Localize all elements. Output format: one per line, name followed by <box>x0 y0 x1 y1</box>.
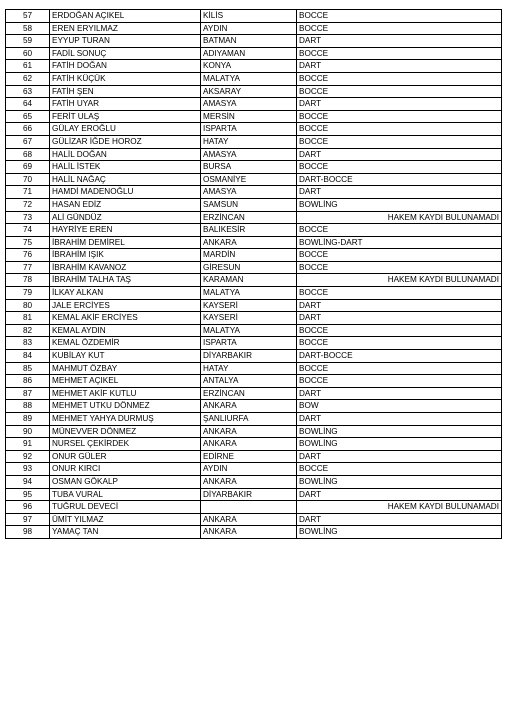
row-number-cell: 62 <box>6 72 50 85</box>
row-number-cell: 77 <box>6 261 50 274</box>
table-row <box>6 513 502 526</box>
city-cell: AMASYA <box>201 98 297 111</box>
branch-cell: BOCCE <box>297 463 502 476</box>
name-cell: MÜNEVVER DÖNMEZ <box>50 425 201 438</box>
city-cell: AMASYA <box>201 186 297 199</box>
row-number-cell: 93 <box>6 463 50 476</box>
note-cell: HAKEM KAYDI BULUNAMADI <box>297 501 502 514</box>
row-number-cell: 89 <box>6 413 50 426</box>
table-row <box>6 224 502 237</box>
name-cell: TUBA VURAL <box>50 488 201 501</box>
city-cell: DİYARBAKIR <box>201 488 297 501</box>
row-number-cell: 80 <box>6 299 50 312</box>
branch-cell: BOCCE <box>297 123 502 136</box>
city-cell: ERZİNCAN <box>201 211 297 224</box>
name-cell: KEMAL ÖZDEMİR <box>50 337 201 350</box>
row-number-cell: 70 <box>6 173 50 186</box>
branch-cell: BOWLİNG <box>297 438 502 451</box>
branch-cell: DART <box>297 148 502 161</box>
name-cell: FATİH UYAR <box>50 98 201 111</box>
city-cell: KARAMAN <box>201 274 297 287</box>
name-cell: GÜLAY EROĞLU <box>50 123 201 136</box>
row-number-cell: 60 <box>6 47 50 60</box>
table-row <box>6 198 502 211</box>
city-cell: MALATYA <box>201 324 297 337</box>
branch-cell: DART <box>297 488 502 501</box>
branch-cell: DART-BOCCE <box>297 173 502 186</box>
note-cell: HAKEM KAYDI BULUNAMADI <box>297 211 502 224</box>
table-row <box>6 299 502 312</box>
branch-cell: DART <box>297 387 502 400</box>
row-number-cell: 59 <box>6 35 50 48</box>
row-number-cell: 94 <box>6 475 50 488</box>
row-number-cell: 68 <box>6 148 50 161</box>
name-cell: FADİL SONUÇ <box>50 47 201 60</box>
branch-cell: BOWLİNG <box>297 198 502 211</box>
table-row <box>6 413 502 426</box>
table-row <box>6 425 502 438</box>
table-row <box>6 60 502 73</box>
name-cell: HASAN EDİZ <box>50 198 201 211</box>
table-row <box>6 375 502 388</box>
row-number-cell: 83 <box>6 337 50 350</box>
name-cell: HALİL NAĞAÇ <box>50 173 201 186</box>
city-cell: HATAY <box>201 362 297 375</box>
referee-table <box>5 9 502 539</box>
city-cell: AKSARAY <box>201 85 297 98</box>
city-cell: ŞANLIURFA <box>201 413 297 426</box>
city-cell: ANKARA <box>201 475 297 488</box>
branch-cell: DART <box>297 35 502 48</box>
branch-cell: BOCCE <box>297 224 502 237</box>
branch-cell: BOCCE <box>297 362 502 375</box>
name-cell: KEMAL AYDIN <box>50 324 201 337</box>
city-cell: ANKARA <box>201 526 297 539</box>
city-cell: BURSA <box>201 161 297 174</box>
name-cell: YAMAÇ TAN <box>50 526 201 539</box>
branch-cell: BOCCE <box>297 375 502 388</box>
branch-cell: BOCCE <box>297 22 502 35</box>
branch-cell: DART <box>297 60 502 73</box>
city-cell: AYDIN <box>201 22 297 35</box>
row-number-cell: 64 <box>6 98 50 111</box>
table-row <box>6 526 502 539</box>
city-cell: ANKARA <box>201 236 297 249</box>
city-cell: OSMANİYE <box>201 173 297 186</box>
name-cell: İLKAY ALKAN <box>50 287 201 300</box>
name-cell: HAYRİYE EREN <box>50 224 201 237</box>
city-cell: AMASYA <box>201 148 297 161</box>
city-cell: KAYSERİ <box>201 299 297 312</box>
row-number-cell: 90 <box>6 425 50 438</box>
table-row <box>6 287 502 300</box>
branch-cell: DART <box>297 299 502 312</box>
row-number-cell: 67 <box>6 135 50 148</box>
name-cell: MAHMUT ÖZBAY <box>50 362 201 375</box>
name-cell: İBRAHİM DEMİREL <box>50 236 201 249</box>
name-cell: FERİT ULAŞ <box>50 110 201 123</box>
branch-cell: BOCCE <box>297 161 502 174</box>
row-number-cell: 69 <box>6 161 50 174</box>
city-cell: DİYARBAKIR <box>201 350 297 363</box>
branch-cell: BOCCE <box>297 85 502 98</box>
table-row <box>6 211 502 224</box>
table-row <box>6 463 502 476</box>
city-cell: AYDIN <box>201 463 297 476</box>
name-cell: FATİH ŞEN <box>50 85 201 98</box>
table-row <box>6 400 502 413</box>
row-number-cell: 96 <box>6 501 50 514</box>
branch-cell: DART <box>297 413 502 426</box>
table-row <box>6 98 502 111</box>
row-number-cell: 95 <box>6 488 50 501</box>
table-row <box>6 350 502 363</box>
name-cell: MEHMET UTKU DÖNMEZ <box>50 400 201 413</box>
table-row <box>6 22 502 35</box>
table-row <box>6 312 502 325</box>
row-number-cell: 63 <box>6 85 50 98</box>
table-row <box>6 450 502 463</box>
branch-cell: BOCCE <box>297 110 502 123</box>
row-number-cell: 86 <box>6 375 50 388</box>
branch-cell: BOWLİNG <box>297 425 502 438</box>
row-number-cell: 85 <box>6 362 50 375</box>
row-number-cell: 57 <box>6 10 50 23</box>
row-number-cell: 81 <box>6 312 50 325</box>
city-cell: ANKARA <box>201 513 297 526</box>
city-cell: ANKARA <box>201 438 297 451</box>
row-number-cell: 79 <box>6 287 50 300</box>
branch-cell: BOWLİNG <box>297 475 502 488</box>
city-cell: MERSİN <box>201 110 297 123</box>
name-cell: ERDOĞAN AÇIKEL <box>50 10 201 23</box>
branch-cell: BOCCE <box>297 10 502 23</box>
row-number-cell: 78 <box>6 274 50 287</box>
row-number-cell: 88 <box>6 400 50 413</box>
city-cell: MARDİN <box>201 249 297 262</box>
table-row <box>6 324 502 337</box>
table-row <box>6 438 502 451</box>
row-number-cell: 74 <box>6 224 50 237</box>
row-number-cell: 76 <box>6 249 50 262</box>
table-row <box>6 35 502 48</box>
name-cell: MEHMET YAHYA DURMUŞ <box>50 413 201 426</box>
city-cell: HATAY <box>201 135 297 148</box>
name-cell: İBRAHİM KAVANOZ <box>50 261 201 274</box>
city-cell: SAMSUN <box>201 198 297 211</box>
name-cell: HAMDİ MADENOĞLU <box>50 186 201 199</box>
city-cell: BATMAN <box>201 35 297 48</box>
branch-cell: DART <box>297 450 502 463</box>
row-number-cell: 87 <box>6 387 50 400</box>
city-cell: ERZİNCAN <box>201 387 297 400</box>
table-row <box>6 161 502 174</box>
name-cell: GÜLİZAR İĞDE HOROZ <box>50 135 201 148</box>
row-number-cell: 66 <box>6 123 50 136</box>
row-number-cell: 61 <box>6 60 50 73</box>
name-cell: ONUR GÜLER <box>50 450 201 463</box>
branch-cell: DART <box>297 98 502 111</box>
city-cell: EDİRNE <box>201 450 297 463</box>
table-row <box>6 173 502 186</box>
row-number-cell: 58 <box>6 22 50 35</box>
city-cell: ISPARTA <box>201 337 297 350</box>
table-row <box>6 501 502 514</box>
city-cell: ANTALYA <box>201 375 297 388</box>
table-row <box>6 488 502 501</box>
branch-cell: BOCCE <box>297 287 502 300</box>
table-row <box>6 72 502 85</box>
table-row <box>6 123 502 136</box>
branch-cell: DART <box>297 312 502 325</box>
row-number-cell: 84 <box>6 350 50 363</box>
referee-list-sheet <box>5 9 502 539</box>
name-cell: FATİH DOĞAN <box>50 60 201 73</box>
table-row <box>6 135 502 148</box>
city-cell: ANKARA <box>201 400 297 413</box>
row-number-cell: 75 <box>6 236 50 249</box>
name-cell: ONUR KIRCI <box>50 463 201 476</box>
table-row <box>6 387 502 400</box>
city-cell: GİRESUN <box>201 261 297 274</box>
row-number-cell: 82 <box>6 324 50 337</box>
name-cell: NURSEL ÇEKİRDEK <box>50 438 201 451</box>
name-cell: ÜMİT YILMAZ <box>50 513 201 526</box>
branch-cell: DART <box>297 513 502 526</box>
branch-cell: BOCCE <box>297 249 502 262</box>
city-cell <box>201 501 297 514</box>
branch-cell: BOCCE <box>297 135 502 148</box>
table-row <box>6 186 502 199</box>
branch-cell: BOCCE <box>297 324 502 337</box>
table-row <box>6 236 502 249</box>
name-cell: ALİ GÜNDÜZ <box>50 211 201 224</box>
name-cell: HALİL DOĞAN <box>50 148 201 161</box>
branch-cell: BOW <box>297 400 502 413</box>
city-cell: ISPARTA <box>201 123 297 136</box>
city-cell: ANKARA <box>201 425 297 438</box>
name-cell: EYYUP TURAN <box>50 35 201 48</box>
row-number-cell: 65 <box>6 110 50 123</box>
row-number-cell: 73 <box>6 211 50 224</box>
name-cell: TUĞRUL DEVECİ <box>50 501 201 514</box>
row-number-cell: 92 <box>6 450 50 463</box>
city-cell: MALATYA <box>201 72 297 85</box>
name-cell: EREN ERYILMAZ <box>50 22 201 35</box>
branch-cell: BOCCE <box>297 47 502 60</box>
city-cell: ADIYAMAN <box>201 47 297 60</box>
name-cell: KUBİLAY KUT <box>50 350 201 363</box>
table-row <box>6 47 502 60</box>
city-cell: KONYA <box>201 60 297 73</box>
city-cell: KAYSERİ <box>201 312 297 325</box>
name-cell: KEMAL AKİF ERCİYES <box>50 312 201 325</box>
table-row <box>6 148 502 161</box>
row-number-cell: 72 <box>6 198 50 211</box>
branch-cell: BOCCE <box>297 337 502 350</box>
branch-cell: DART <box>297 186 502 199</box>
table-row <box>6 274 502 287</box>
name-cell: İBRAHİM IŞIK <box>50 249 201 262</box>
table-row <box>6 110 502 123</box>
note-cell: HAKEM KAYDI BULUNAMADI <box>297 274 502 287</box>
branch-cell: BOWLİNG-DART <box>297 236 502 249</box>
branch-cell: BOWLİNG <box>297 526 502 539</box>
branch-cell: DART-BOCCE <box>297 350 502 363</box>
table-row <box>6 475 502 488</box>
city-cell: BALIKESİR <box>201 224 297 237</box>
table-body <box>6 10 502 539</box>
name-cell: JALE ERCİYES <box>50 299 201 312</box>
branch-cell: BOCCE <box>297 72 502 85</box>
row-number-cell: 97 <box>6 513 50 526</box>
table-row <box>6 249 502 262</box>
name-cell: İBRAHİM TALHA TAŞ <box>50 274 201 287</box>
table-row <box>6 362 502 375</box>
row-number-cell: 71 <box>6 186 50 199</box>
table-row <box>6 10 502 23</box>
name-cell: HALİL İSTEK <box>50 161 201 174</box>
name-cell: MEHMET AÇIKEL <box>50 375 201 388</box>
table-row <box>6 337 502 350</box>
city-cell: MALATYA <box>201 287 297 300</box>
city-cell: KİLİS <box>201 10 297 23</box>
table-row <box>6 85 502 98</box>
row-number-cell: 98 <box>6 526 50 539</box>
name-cell: FATİH KÜÇÜK <box>50 72 201 85</box>
name-cell: MEHMET AKİF KUTLU <box>50 387 201 400</box>
branch-cell: BOCCE <box>297 261 502 274</box>
name-cell: OSMAN GÖKALP <box>50 475 201 488</box>
row-number-cell: 91 <box>6 438 50 451</box>
table-row <box>6 261 502 274</box>
